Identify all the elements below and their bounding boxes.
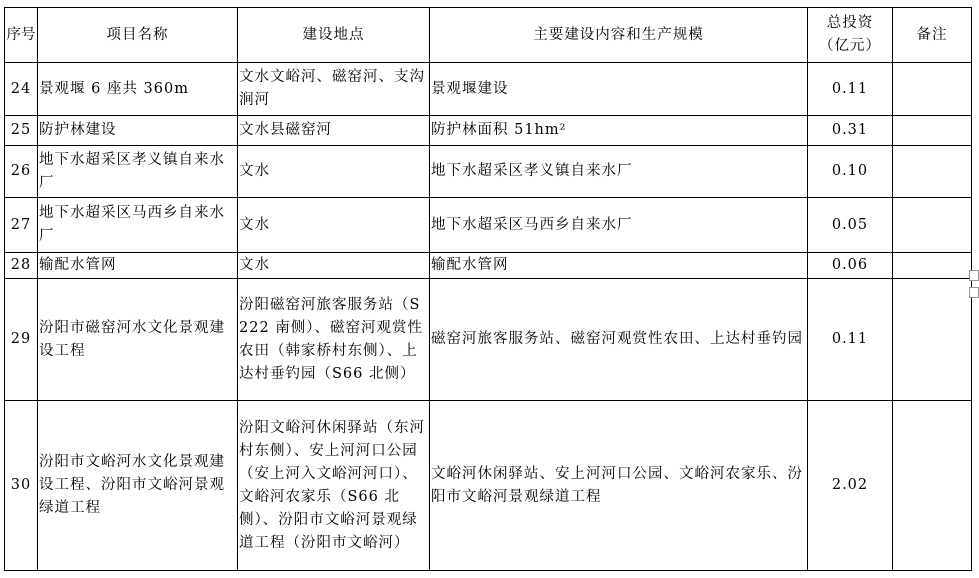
cell-investment: 0.05 xyxy=(808,198,893,253)
table-row xyxy=(5,198,972,253)
cell-location: 汾阳磁窑河旅客服务站（S222 南侧）、磁窑河观赏性农田（韩家桥村东侧）、上达村垂钓园（S66 北侧） xyxy=(238,279,430,401)
cell-location: 文水 xyxy=(238,253,430,279)
cell-content: 文峪河休闲驿站、安上河河口公园、文峪河农家乐、汾阳市文峪河景观绿道工程 xyxy=(430,401,808,571)
table-row xyxy=(5,253,972,279)
cell-investment: 2.02 xyxy=(808,401,893,571)
cell-seq: 30 xyxy=(5,401,38,571)
cell-seq: 28 xyxy=(5,253,38,279)
cell-note xyxy=(893,279,972,401)
cell-note xyxy=(893,146,972,198)
cell-investment: 0.10 xyxy=(808,146,893,198)
cell-name: 汾阳市磁窑河水文化景观建设工程 xyxy=(38,279,238,401)
row-resize-handle[interactable] xyxy=(969,270,979,281)
cell-investment: 0.06 xyxy=(808,253,893,279)
header-location: 建设地点 xyxy=(238,8,430,63)
table-row xyxy=(5,146,972,198)
row-resize-handle[interactable] xyxy=(969,287,979,298)
cell-content: 地下水超采区孝义镇自来水厂 xyxy=(430,146,808,198)
cell-seq: 27 xyxy=(5,198,38,253)
cell-seq: 29 xyxy=(5,279,38,401)
cell-location: 文水县磁窑河 xyxy=(238,116,430,146)
cell-investment: 0.11 xyxy=(808,63,893,116)
header-note: 备注 xyxy=(893,8,972,63)
cell-name: 防护林建设 xyxy=(38,116,238,146)
cell-name: 输配水管网 xyxy=(38,253,238,279)
cell-content: 磁窑河旅客服务站、磁窑河观赏性农田、上达村垂钓园 xyxy=(430,279,808,401)
cell-content: 输配水管网 xyxy=(430,253,808,279)
cell-seq: 24 xyxy=(5,63,38,116)
cell-investment: 0.31 xyxy=(808,116,893,146)
project-table xyxy=(4,7,972,571)
cell-name: 汾阳市文峪河水文化景观建设工程、汾阳市文峪河景观绿道工程 xyxy=(38,401,238,571)
cell-name: 地下水超采区马西乡自来水厂 xyxy=(38,198,238,253)
header-seq: 序号 xyxy=(5,8,38,63)
table-row xyxy=(5,116,972,146)
cell-note xyxy=(893,116,972,146)
cell-investment: 0.11 xyxy=(808,279,893,401)
header-row xyxy=(5,8,972,63)
cell-seq: 25 xyxy=(5,116,38,146)
cell-location: 文水 xyxy=(238,146,430,198)
cell-note xyxy=(893,253,972,279)
header-name: 项目名称 xyxy=(38,8,238,63)
cell-note xyxy=(893,63,972,116)
cell-note xyxy=(893,198,972,253)
table-row xyxy=(5,63,972,116)
cell-content: 防护林面积 51hm² xyxy=(430,116,808,146)
cell-note xyxy=(893,401,972,571)
cell-name: 地下水超采区孝义镇自来水厂 xyxy=(38,146,238,198)
cell-seq: 26 xyxy=(5,146,38,198)
table-row xyxy=(5,279,972,401)
cell-location: 文水 xyxy=(238,198,430,253)
table-row xyxy=(5,401,972,571)
cell-content: 景观堰建设 xyxy=(430,63,808,116)
cell-location: 文水文峪河、磁窑河、支沟涧河 xyxy=(238,63,430,116)
cell-location: 汾阳文峪河休闲驿站（东河村东侧）、安上河河口公园（安上河入文峪河河口）、文峪河农家乐（S66 北侧）、汾阳市文峪河景观绿道工程（汾阳市文峪河） xyxy=(238,401,430,571)
cell-name: 景观堰 6 座共 360m xyxy=(38,63,238,116)
header-investment: 总投资（亿元） xyxy=(808,8,893,63)
header-content: 主要建设内容和生产规模 xyxy=(430,8,808,63)
cell-content: 地下水超采区马西乡自来水厂 xyxy=(430,198,808,253)
